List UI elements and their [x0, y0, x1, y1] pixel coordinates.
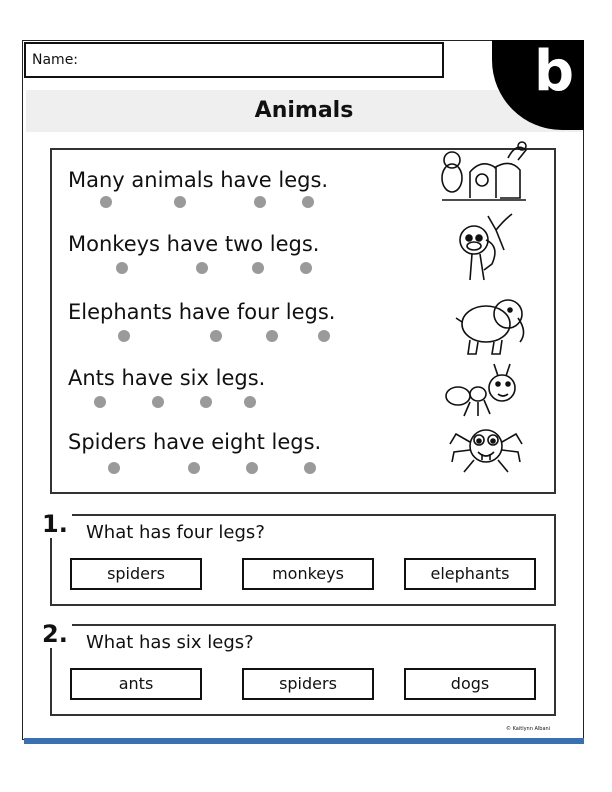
name-field[interactable] [24, 42, 444, 78]
answer-option[interactable]: ants [70, 668, 202, 700]
sentence-3: Elephants have four legs. [68, 300, 336, 324]
word-dot [94, 396, 106, 408]
answer-option[interactable]: monkeys [242, 558, 374, 590]
word-dot [302, 196, 314, 208]
word-dot [118, 330, 130, 342]
word-dot [210, 330, 222, 342]
elephant-icon [452, 288, 532, 360]
word-dot [304, 462, 316, 474]
word-dot [266, 330, 278, 342]
animal-group-icon [430, 128, 534, 212]
worksheet-title: Animals [254, 98, 354, 123]
word-dot [318, 330, 330, 342]
word-dot [244, 396, 256, 408]
sentence-4: Ants have six legs. [68, 366, 266, 390]
word-dot [254, 196, 266, 208]
word-dot [252, 262, 264, 274]
copyright-credit: © Kaitlynn Albani [506, 726, 551, 732]
answer-option[interactable]: elephants [404, 558, 536, 590]
word-dot [300, 262, 312, 274]
answer-option[interactable]: spiders [242, 668, 374, 700]
word-dot [100, 196, 112, 208]
sentence-5: Spiders have eight legs. [68, 430, 322, 454]
word-dot [152, 396, 164, 408]
letter-label: b [534, 39, 575, 104]
title-band [26, 90, 582, 132]
word-dot [246, 462, 258, 474]
name-label: Name: [32, 52, 79, 68]
word-dot [196, 262, 208, 274]
question-number-1: 1. [38, 510, 72, 538]
answer-option[interactable]: spiders [70, 558, 202, 590]
question-number-2: 2. [38, 620, 72, 648]
word-dot [174, 196, 186, 208]
sentence-2: Monkeys have two legs. [68, 232, 320, 256]
sentence-1: Many animals have legs. [68, 168, 329, 192]
answer-option[interactable]: dogs [404, 668, 536, 700]
question-text-2: What has six legs? [86, 632, 254, 653]
bottom-bar [24, 738, 584, 744]
ant-icon [440, 362, 524, 420]
spider-icon [444, 420, 528, 484]
word-dot [188, 462, 200, 474]
monkey-icon [444, 210, 524, 290]
question-text-1: What has four legs? [86, 522, 265, 543]
word-dot [116, 262, 128, 274]
word-dot [200, 396, 212, 408]
word-dot [108, 462, 120, 474]
